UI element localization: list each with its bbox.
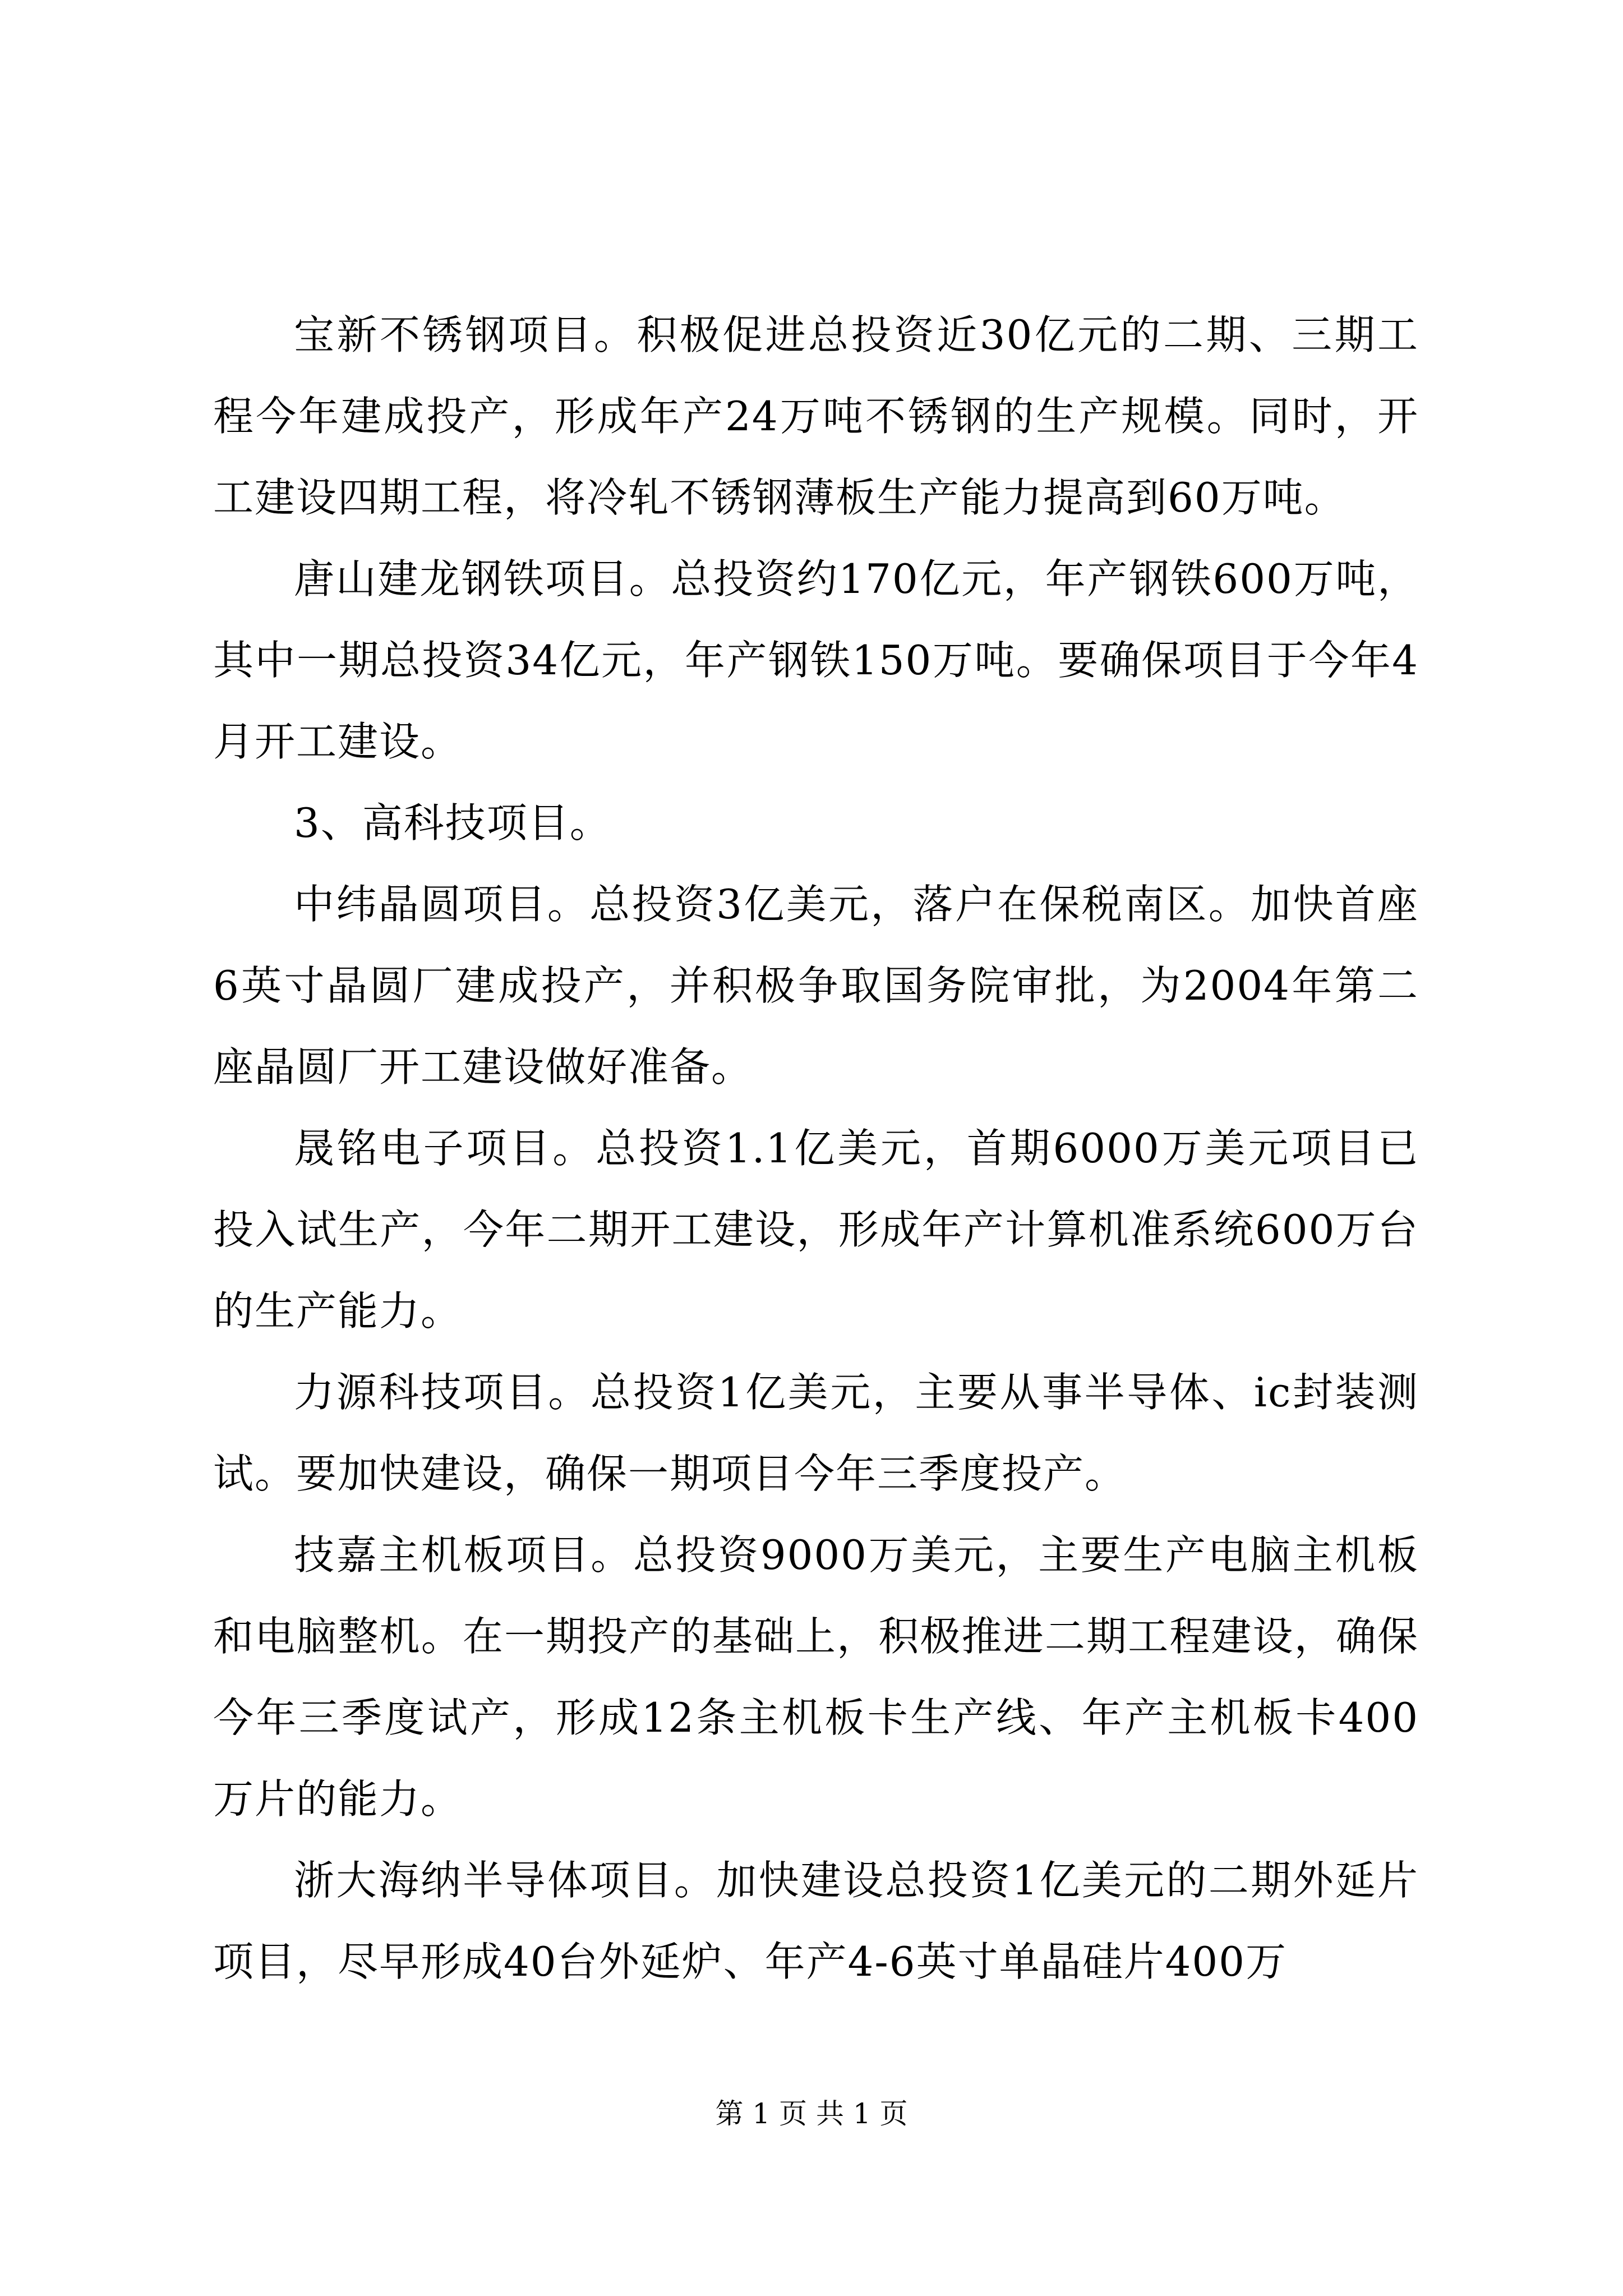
document-body — [213, 295, 1419, 2003]
paragraph-zheda-haina-semiconductor: 浙大海纳半导体项目。加快建设总投资1亿美元的二期外延片项目，尽早形成40台外延炉、年产4-6英寸单晶硅片400万 — [213, 1857, 1419, 1985]
page-footer — [0, 2094, 1623, 2133]
page-number: 第 1 页 共 1 页 — [715, 2097, 908, 2130]
paragraph-tangshan-jianlong-steel: 唐山建龙钢铁项目。总投资约170亿元，年产钢铁600万吨，其中一期总投资34亿元，年产钢铁150万吨。要确保项目于今年4月开工建设。 — [213, 555, 1419, 765]
paragraph-gigabyte-motherboard: 技嘉主机板项目。总投资9000万美元，主要生产电脑主机板和电脑整机。在一期投产的基础上，积极推进二期工程建设，确保今年三季度试产，形成12条主机板卡生产线、年产主机板卡400万片的能力。 — [213, 1531, 1419, 1823]
paragraph-zhongwei-wafer: 中纬晶圆项目。总投资3亿美元，落户在保税南区。加快首座6英寸晶圆厂建成投产，并积极争取国务院审批，为2004年第二座晶圆厂开工建设做好准备。 — [213, 881, 1419, 1091]
section-heading-high-tech: 3、高科技项目。 — [294, 799, 611, 846]
paragraph-liyuan-technology: 力源科技项目。总投资1亿美元，主要从事半导体、ic封装测试。要加快建设，确保一期项目今年三季度投产。 — [213, 1369, 1419, 1497]
paragraph-baoxin-stainless-steel: 宝新不锈钢项目。积极促进总投资近30亿元的二期、三期工程今年建成投产，形成年产24万吨不锈钢的生产规模。同时，开工建设四期工程，将冷轧不锈钢薄板生产能力提高到60万吨。 — [213, 311, 1419, 521]
paragraph-shengming-electronics: 晟铭电子项目。总投资1.1亿美元，首期6000万美元项目已投入试生产，今年二期开工建设，形成年产计算机准系统600万台的生产能力。 — [213, 1125, 1419, 1335]
